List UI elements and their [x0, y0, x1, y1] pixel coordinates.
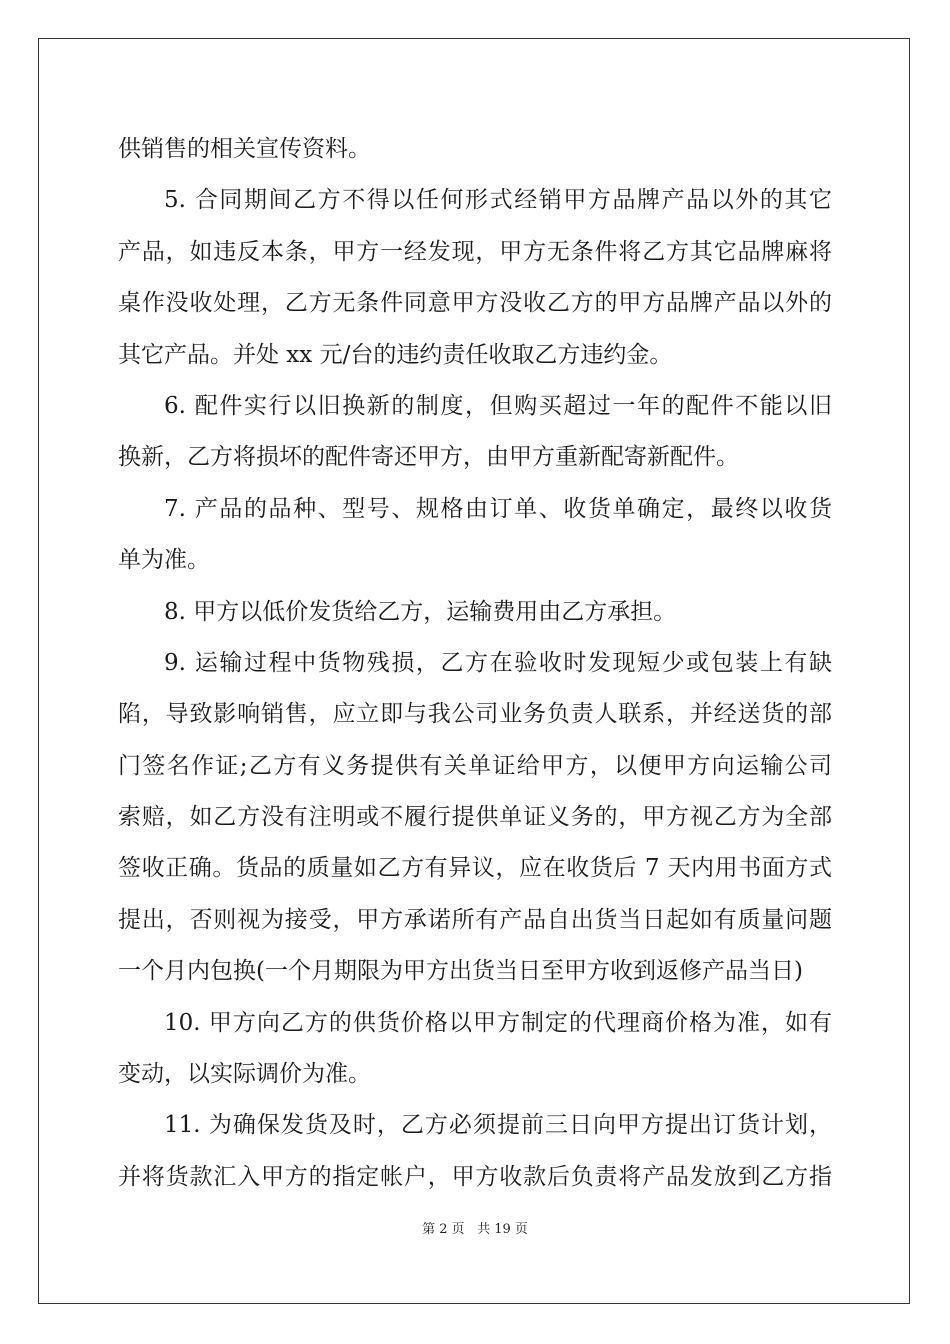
- text-line: 单为准。: [118, 547, 210, 574]
- clause-7-line: 7. 产品的品种、型号、规格由订单、收货单确定，最终以收货: [164, 495, 832, 522]
- text-line: 签收正确。货品的质量如乙方有异议，应在收货后 7 天内用书面方式: [118, 855, 832, 882]
- text-line: 供销售的相关宣传资料。: [118, 136, 371, 162]
- clause-6-line: 6. 配件实行以旧换新的制度，但购买超过一年的配件不能以旧: [164, 392, 832, 419]
- page-number: 第 2 页: [422, 1222, 465, 1237]
- clause-11-line: 11. 为确保发货及时，乙方必须提前三日向甲方提出订货计划，: [164, 1112, 832, 1139]
- document-body: [118, 124, 832, 1203]
- clause-9-line: 9. 运输过程中货物残损，乙方在验收时发现短少或包装上有缺: [164, 649, 832, 676]
- text-line: 门签名作证;乙方有义务提供有关单证给甲方，以便甲方向运输公司: [118, 752, 832, 779]
- text-line: 一个月内包换(一个月期限为甲方出货当日至甲方收到返修产品当日): [118, 958, 803, 985]
- text-line: 陷，导致影响销售，应立即与我公司业务负责人联系，并经送货的部: [118, 701, 832, 728]
- text-line: 变动，以实际调价为准。: [118, 1061, 371, 1088]
- text-line: 桌作没收处理，乙方无条件同意甲方没收乙方的甲方品牌产品以外的: [118, 290, 832, 317]
- text-line: 并将货款汇入甲方的指定帐户，甲方收款后负责将产品发放到乙方指: [118, 1163, 832, 1190]
- text-line: 提出，否则视为接受，甲方承诺所有产品自出货当日起如有质量问题: [118, 906, 832, 933]
- text-line: 其它产品。并处 xx 元/台的违约责任收取乙方违约金。: [118, 341, 673, 368]
- text-line: 产品，如违反本条，甲方一经发现，甲方无条件将乙方其它品牌麻将: [118, 238, 832, 265]
- clause-5-line: 5. 合同期间乙方不得以任何形式经销甲方品牌产品以外的其它: [164, 187, 832, 214]
- clause-10-line: 10. 甲方向乙方的供货价格以甲方制定的代理商价格为准，如有: [164, 1009, 832, 1036]
- text-line: 换新，乙方将损坏的配件寄还甲方，由甲方重新配寄新配件。: [118, 444, 739, 471]
- page-total: 共 19 页: [477, 1222, 528, 1237]
- text-line: 索赔，如乙方没有注明或不履行提供单证义务的，甲方视乙方为全部: [118, 804, 832, 831]
- page-footer: [0, 1218, 950, 1237]
- clause-8-line: 8. 甲方以低价发货给乙方，运输费用由乙方承担。: [164, 598, 677, 625]
